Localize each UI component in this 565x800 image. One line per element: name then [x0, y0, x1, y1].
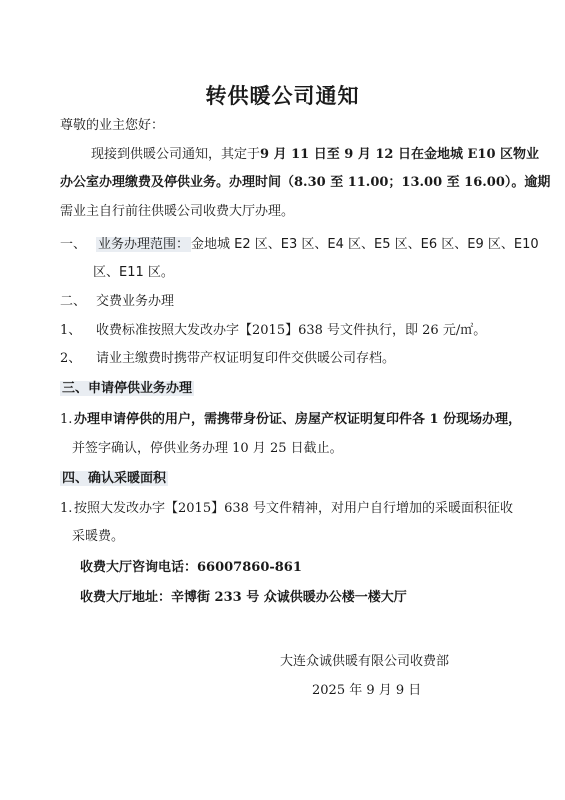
section-4-item-line-1	[60, 500, 513, 518]
greeting: 尊敬的业主您好：	[60, 118, 165, 133]
contact-address: 收费大厅地址：辛博街 233 号 众诚供暖办公楼一楼大厅	[80, 590, 407, 605]
section-3-heading	[60, 380, 194, 398]
section-1-number: 一、	[60, 237, 87, 252]
section-4-item-line-2: 采暖费。	[72, 529, 125, 544]
section-2-item-1-number: 1、	[60, 323, 82, 338]
section-3-item-number: 1.	[60, 412, 73, 427]
section-4-heading	[60, 470, 168, 488]
section-3-item-line-1	[60, 411, 521, 429]
section-2-item-1	[60, 322, 486, 340]
section-2-number: 二、	[60, 294, 87, 309]
section-4-title: 四、确认采暖面积	[62, 471, 167, 486]
section-2-item-2	[60, 350, 395, 368]
intro-line-1-b: 9 月 11 日至 9 月 12 日在金地城 E10 区物业	[260, 147, 540, 162]
signature-date: 2025 年 9 月 9 日	[312, 683, 422, 698]
page-title: 转供暖公司通知	[205, 83, 360, 108]
section-1-text: 金地城 E2 区、E3 区、E4 区、E5 区、E6 区、E9 区、E10	[191, 237, 539, 252]
section-2-heading	[60, 293, 174, 311]
signature-organization: 大连众诚供暖有限公司收费部	[280, 654, 450, 669]
contact-phone: 收费大厅咨询电话：66007860-861	[80, 560, 302, 575]
section-2-item-2-text: 请业主缴费时携带产权证明复印件交供暖公司存档。	[96, 351, 396, 366]
intro-line-3: 需业主自行前往供暖公司收费大厅办理。	[60, 204, 295, 219]
section-3-item-line-2	[72, 440, 343, 458]
section-1-line-1	[60, 236, 539, 254]
intro-line-1-a: 现接到供暖公司通知，其定于	[91, 147, 261, 162]
intro-line-2: 办公室办理缴费及停供业务。办理时间（8.30 至 11.00；13.00 至 16.00）。逾期	[60, 175, 551, 190]
section-2-item-1-text: 收费标准按照大发改办字【2015】638 号文件执行，即 26 元/㎡。	[96, 323, 487, 338]
intro-line-1	[91, 146, 539, 164]
section-2-title: 交费业务办理	[96, 294, 175, 309]
section-4-item-number: 1.	[60, 501, 73, 516]
section-1-line-2: 区、E11 区。	[93, 265, 174, 280]
section-3-item-text-1: 办理申请停供的用户，需携带身份证、房屋产权证明复印件各 1 份现场办理，	[74, 412, 522, 427]
section-3-item-text-2: 并签字确认，停供业务办理 10 月 25 日截止。	[72, 441, 343, 456]
section-1-label: 业务办理范围：	[98, 237, 190, 252]
section-2-item-2-number: 2、	[60, 351, 82, 366]
section-4-item-text-1: 按照大发改办字【2015】638 号文件精神，对用户自行增加的采暖面积征收	[74, 501, 514, 516]
section-3-title: 三、申请停供业务办理	[62, 381, 193, 396]
